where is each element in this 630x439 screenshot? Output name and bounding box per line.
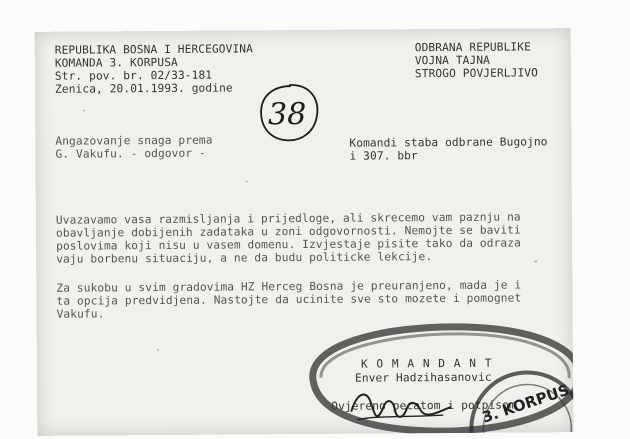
body-p2-line-2: ta opcija predvidjena. Nastojte da ucinite sve sto mozete i pomognet [56, 291, 522, 308]
body-p2-line-1: Za sukobu u svim gradovima HZ Herceg Bosna je preuranjeno, mada je i [56, 278, 522, 295]
header-reference-number: Str. pov. br. 02/33-181 [54, 68, 213, 83]
commander-name: Enver Hadzihasanovic [354, 370, 492, 385]
commander-title: K O M A N D A N T [360, 356, 493, 371]
recipient-line-2: i 307. bbr [349, 149, 418, 163]
body-p1-line-4: vaju borbenu situaciju, a ne da budu politicke lekcije. [56, 250, 433, 266]
official-stamp [457, 366, 573, 436]
body-p1-line-3: poslovima koji nisu u vasem domenu. Izvjestaje pisite tako da odraza [56, 236, 521, 253]
subject-line-1: Angazovanje snaga prema [55, 133, 213, 148]
subject-line-2: G. Vakufu. - odgovor - [55, 146, 206, 161]
stamp-text: 3. KORPUS [479, 380, 572, 427]
scan-speck [246, 180, 248, 182]
body-p1-line-1: Uvazavamo vasa razmisljanja i prijedloge, ali skrecemo vam paznju na [55, 210, 521, 227]
header-classification-2: VOJNA TAJNA [414, 53, 491, 68]
signature-scribble [347, 381, 467, 428]
handwritten-circled-number [257, 82, 321, 144]
header-classification-1: ODBRANA REPUBLIKE [414, 40, 531, 55]
recipient-line-1: Komandi staba odbrane Bugojno [349, 135, 548, 150]
handwritten-number-text: 38 [267, 96, 307, 133]
scan-speck [157, 349, 159, 351]
scan-speck [83, 110, 85, 112]
scan-speck [534, 260, 537, 262]
header-republic: REPUBLIKA BOSNA I HERCEGOVINA [54, 42, 253, 57]
body-p1-line-2: obavljanje dobijenih zadataka u zoni odgovornosti. Nemojte se baviti [55, 223, 521, 240]
body-p2-line-3: Vakufu. [56, 307, 105, 321]
header-classification-3: STROGO POVJERLJIVO [414, 66, 538, 81]
certification-line: Ovjereno pecatom i potpisom [331, 398, 516, 413]
scanned-document [35, 28, 574, 436]
header-place-date: Zenica, 20.01.1993. godine [54, 81, 233, 96]
header-command: KOMANDA 3. KORPUSA [54, 55, 178, 70]
